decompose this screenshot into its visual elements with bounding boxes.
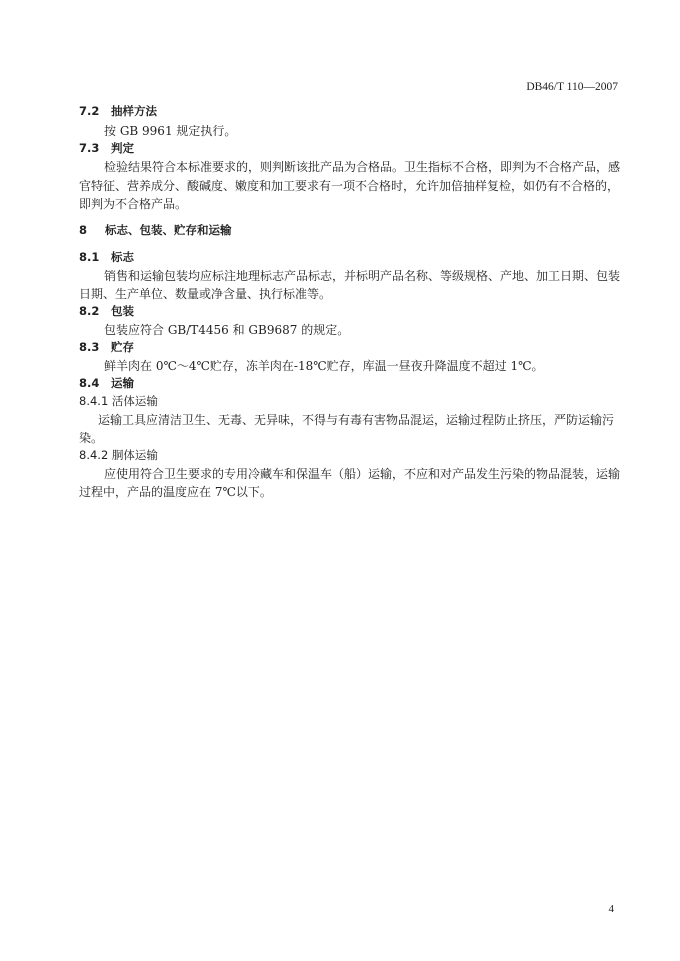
heading-8-4 — [79, 375, 134, 391]
paragraph-line: 运输工具应清洁卫生、无毒、无异味，不得与有毒有害物品混运，运输过程防止挤压，严防运输污 — [98, 413, 615, 427]
subheading-8-4-1: 8.4.1 活体运输 — [79, 394, 158, 408]
heading-number: 8.2 — [79, 304, 100, 318]
heading-title: 抽样方法 — [111, 104, 157, 118]
heading-7-3 — [79, 140, 134, 156]
paragraph-line: 即判为不合格产品。 — [79, 197, 188, 211]
heading-title: 判定 — [111, 141, 134, 155]
heading-title: 标志、包装、贮存和运输 — [105, 223, 232, 237]
heading-8 — [79, 222, 232, 238]
paragraph-line: 包装应符合 GB/T4456 和 GB9687 的规定。 — [104, 323, 350, 337]
heading-title: 贮存 — [111, 340, 134, 354]
paragraph-line: 检验结果符合本标准要求的，则判断该批产品为合格品。卫生指标不合格，即判为不合格产品，感 — [104, 160, 621, 174]
heading-7-2 — [79, 103, 157, 119]
heading-title: 标志 — [111, 250, 134, 264]
paragraph-line: 鲜羊肉在 0℃～4℃贮存，冻羊肉在-18℃贮存，库温一昼夜升降温度不超过 1℃。 — [104, 359, 544, 373]
heading-number: 7.3 — [79, 141, 100, 155]
heading-number: 8.4 — [79, 376, 100, 390]
heading-8-2 — [79, 303, 134, 319]
paragraph-line: 日期、生产单位、数量或净含量、执行标准等。 — [79, 287, 332, 301]
heading-8-3 — [79, 339, 134, 355]
heading-title: 包装 — [111, 304, 134, 318]
paragraph-line: 销售和运输包装均应标注地理标志产品标志，并标明产品名称、等级规格、产地、加工日期、包装 — [104, 269, 621, 283]
heading-title: 运输 — [111, 376, 134, 390]
page-number: 4 — [608, 903, 614, 915]
paragraph-line: 应使用符合卫生要求的专用冷藏车和保温车（船）运输，不应和对产品发生污染的物品混装，运输 — [104, 467, 621, 481]
heading-number: 8 — [79, 223, 88, 237]
subheading-8-4-2: 8.4.2 胴体运输 — [79, 448, 158, 462]
paragraph-line: 官特征、营养成分、酸碱度、嫩度和加工要求有一项不合格时，允许加倍抽样复检，如仍有不合格的， — [79, 179, 620, 193]
standard-code: DB46/T 110—2007 — [526, 81, 618, 93]
paragraph-line: 按 GB 9961 规定执行。 — [104, 124, 237, 138]
heading-number: 8.3 — [79, 340, 100, 354]
paragraph-line: 过程中，产品的温度应在 7℃以下。 — [79, 485, 272, 499]
heading-number: 8.1 — [79, 250, 100, 264]
heading-number: 7.2 — [79, 104, 100, 118]
heading-8-1 — [79, 249, 134, 265]
paragraph-line: 染。 — [79, 431, 104, 445]
